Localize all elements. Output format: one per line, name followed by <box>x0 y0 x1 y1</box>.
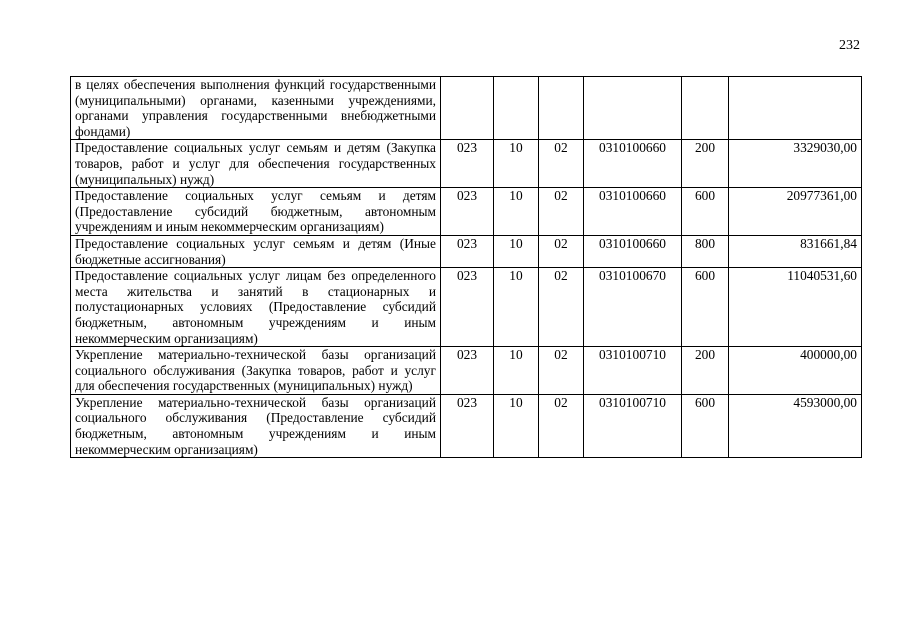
row-amount: 831661,84 <box>729 235 862 267</box>
page-number: 232 <box>839 38 860 53</box>
row-amount: 20977361,00 <box>729 188 862 236</box>
table-row <box>71 268 862 347</box>
row-grbs-code: 023 <box>441 235 494 267</box>
row-expense-type-code: 200 <box>682 347 729 395</box>
row-amount: 11040531,60 <box>729 268 862 347</box>
row-section-code: 10 <box>494 235 539 267</box>
row-section-code: 10 <box>494 394 539 457</box>
row-subsection-code: 02 <box>539 394 584 457</box>
row-subsection-code: 02 <box>539 188 584 236</box>
row-grbs-code: 023 <box>441 140 494 188</box>
row-description: Предоставление социальных услуг семьям и детям (Закупка товаров, работ и услуг для обеспечения государственных (муниципальных) нужд) <box>71 140 441 188</box>
table-row <box>71 77 862 140</box>
row-target-item-code: 0310100710 <box>584 347 682 395</box>
row-expense-type-code: 600 <box>682 188 729 236</box>
row-description: Укрепление материально-технической базы организаций социального обслуживания (Предоставление субсидий бюджетным, автономным учреждениям и иным некоммерческим организациям) <box>71 394 441 457</box>
row-expense-type-code: 600 <box>682 268 729 347</box>
row-expense-type-code: 600 <box>682 394 729 457</box>
row-subsection-code <box>539 77 584 140</box>
row-subsection-code: 02 <box>539 140 584 188</box>
row-grbs-code: 023 <box>441 188 494 236</box>
row-target-item-code: 0310100660 <box>584 140 682 188</box>
row-section-code: 10 <box>494 140 539 188</box>
row-section-code <box>494 77 539 140</box>
row-grbs-code: 023 <box>441 394 494 457</box>
row-target-item-code: 0310100660 <box>584 235 682 267</box>
row-expense-type-code: 200 <box>682 140 729 188</box>
row-description: Предоставление социальных услуг лицам без определенного места жительства и занятий в стационарных и полустационарных условиях (Предоставление субсидий бюджетным, автономным учреждениям и иным некоммерческим организациям) <box>71 268 441 347</box>
row-target-item-code <box>584 77 682 140</box>
row-subsection-code: 02 <box>539 347 584 395</box>
row-description: Укрепление материально-технической базы организаций социального обслуживания (Закупка товаров, работ и услуг для обеспечения государственных (муниципальных) нужд) <box>71 347 441 395</box>
table-row <box>71 394 862 457</box>
row-subsection-code: 02 <box>539 235 584 267</box>
row-amount: 400000,00 <box>729 347 862 395</box>
row-grbs-code: 023 <box>441 268 494 347</box>
row-target-item-code: 0310100670 <box>584 268 682 347</box>
row-description: Предоставление социальных услуг семьям и детям (Иные бюджетные ассигнования) <box>71 235 441 267</box>
row-description: в целях обеспечения выполнения функций государственными (муниципальными) органами, казенными учреждениями, органами управления государственными внебюджетными фондами) <box>71 77 441 140</box>
row-target-item-code: 0310100660 <box>584 188 682 236</box>
budget-table <box>70 76 862 458</box>
row-section-code: 10 <box>494 188 539 236</box>
table-row <box>71 188 862 236</box>
table-row <box>71 235 862 267</box>
table-row <box>71 347 862 395</box>
row-amount: 3329030,00 <box>729 140 862 188</box>
row-amount: 4593000,00 <box>729 394 862 457</box>
row-target-item-code: 0310100710 <box>584 394 682 457</box>
table-row <box>71 140 862 188</box>
row-amount <box>729 77 862 140</box>
row-section-code: 10 <box>494 347 539 395</box>
row-description: Предоставление социальных услуг семьям и детям (Предоставление субсидий бюджетным, автономным учреждениям и иным некоммерческим организациям) <box>71 188 441 236</box>
row-section-code: 10 <box>494 268 539 347</box>
row-expense-type-code <box>682 77 729 140</box>
row-grbs-code <box>441 77 494 140</box>
row-grbs-code: 023 <box>441 347 494 395</box>
row-expense-type-code: 800 <box>682 235 729 267</box>
row-subsection-code: 02 <box>539 268 584 347</box>
